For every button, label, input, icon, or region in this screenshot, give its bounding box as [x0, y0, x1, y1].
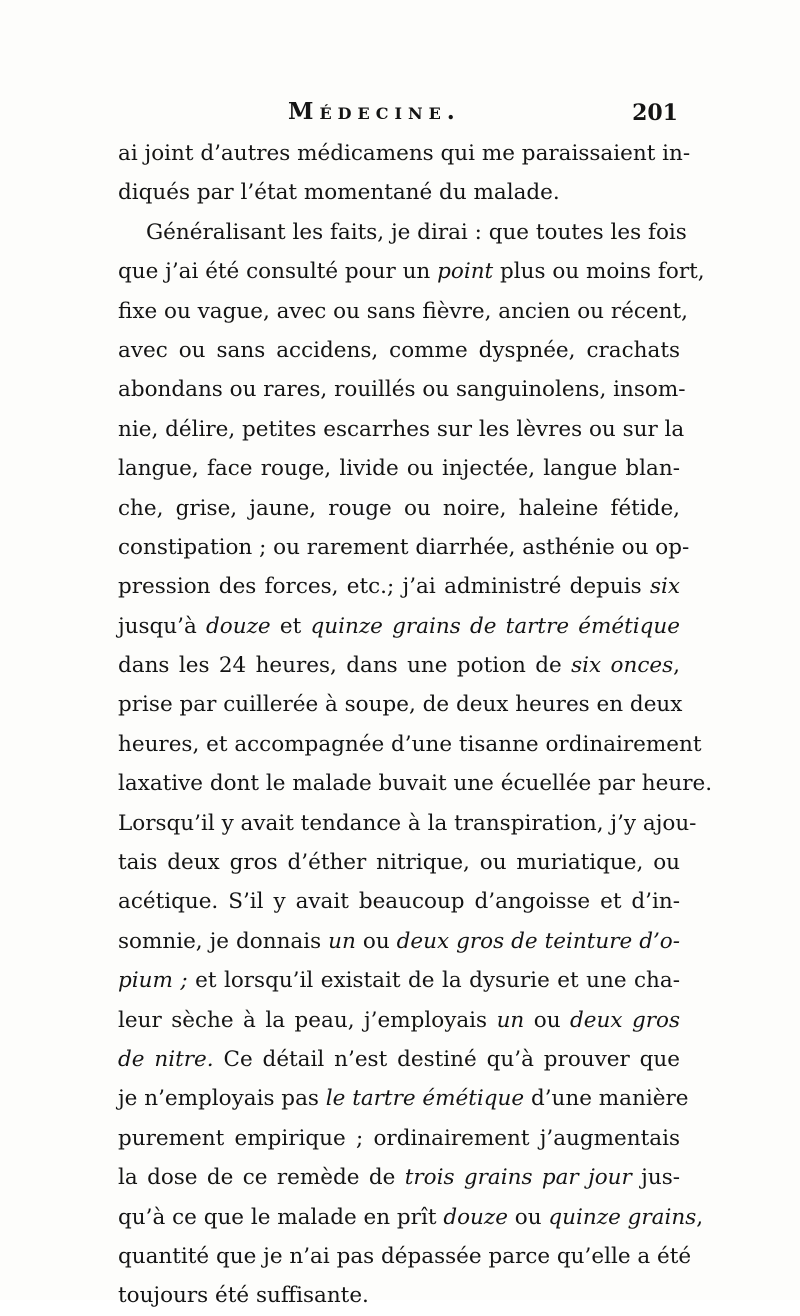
text-line [118, 764, 713, 803]
text-segment: jus- [631, 1165, 680, 1191]
text-segment: acétique. S’il y avait beaucoup d’angoisse et d’in- [118, 889, 680, 915]
italic-text: quinze grains de tartre émétique [310, 613, 680, 639]
text-segment: Lorsqu’il y avait tendance à la transpiration, j’y ajou- [118, 810, 697, 836]
text-line [118, 1276, 680, 1315]
italic-text: de nitre. [118, 1046, 214, 1072]
text-segment: leur sèche à la peau, j’employais [118, 1007, 497, 1033]
text-line [118, 882, 680, 921]
text-line [118, 646, 680, 685]
italic-text: douze [206, 613, 271, 639]
text-segment: heures, et accompagnée d’une tisanne ordinairement [118, 731, 702, 757]
text-segment: et lorsqu’il existait de la dysurie et une cha- [187, 968, 680, 994]
text-segment: ai joint d’autres médicamens qui me paraissaient in- [118, 141, 691, 166]
italic-text: pium ; [118, 968, 188, 994]
text-segment: laxative dont le malade buvait une écuellée par heure. [118, 771, 713, 797]
text-line [118, 922, 680, 961]
text-segment: plus ou moins fort, [493, 259, 705, 285]
italic-text: un [328, 928, 356, 954]
text-segment: , [696, 1204, 704, 1230]
text-segment: , [673, 653, 680, 679]
text-line [118, 489, 680, 528]
text-segment: Généralisant les faits, je dirai : que toutes les fois [146, 219, 687, 245]
text-segment: ou [524, 1007, 571, 1033]
text-line [118, 1158, 680, 1197]
text-line [118, 685, 683, 724]
text-line [118, 173, 680, 212]
text-segment: pression des forces, etc.; j’ai administré depuis [118, 574, 650, 600]
text-segment: la dose de ce remède de [118, 1165, 405, 1191]
text-line [118, 1079, 689, 1118]
text-segment: diqués par l’état momentané du malade. [118, 180, 560, 206]
text-line [118, 134, 691, 173]
text-segment: ou [507, 1204, 549, 1230]
text-segment: d’une manière [524, 1086, 689, 1112]
text-segment: ou [355, 928, 397, 954]
text-segment: prise par cuillerée à soupe, de deux heures en deux [118, 692, 683, 718]
running-head [118, 98, 680, 128]
italic-text: le tartre émétique [325, 1086, 525, 1112]
text-line [118, 449, 680, 488]
text-line [118, 410, 685, 449]
text-line [118, 528, 690, 567]
text-line [118, 1040, 680, 1079]
italic-text: point [437, 259, 494, 285]
text-segment: nie, délire, petites escarrhes sur les lèvres ou sur la [118, 416, 685, 442]
text-line [118, 331, 680, 370]
text-segment: avec ou sans accidens, comme dyspnée, crachats [118, 337, 680, 363]
text-line [118, 804, 697, 843]
text-segment: tais deux gros d’éther nitrique, ou muriatique, ou [118, 850, 680, 876]
body-text [118, 134, 713, 1316]
text-segment: que j’ai été consulté pour un [118, 259, 438, 285]
italic-text: trois grains par jour [404, 1165, 632, 1191]
italic-text: deux gros de teinture d’o- [396, 928, 681, 954]
text-line [118, 213, 687, 252]
text-line [118, 252, 705, 291]
text-segment: fixe ou vague, avec ou sans fièvre, ancien ou récent, [118, 298, 688, 324]
italic-text: un [496, 1007, 525, 1033]
text-segment: Ce détail n’est destiné qu’à prouver que [213, 1046, 680, 1072]
italic-text: quinze grains [548, 1204, 697, 1230]
text-line [118, 370, 686, 409]
text-segment: quantité que je n’ai pas dépassée parce qu’elle a été [118, 1243, 692, 1269]
text-line [118, 1237, 692, 1276]
text-segment: qu’à ce que le malade en prît [118, 1204, 444, 1230]
text-segment: jusqu’à [118, 613, 207, 639]
text-segment: constipation ; ou rarement diarrhée, asthénie ou op- [118, 534, 690, 560]
text-segment: toujours été suffisante. [118, 1283, 369, 1309]
text-segment: et [270, 613, 311, 639]
text-line [118, 961, 680, 1000]
text-segment: dans les 24 heures, dans une potion de [118, 653, 572, 679]
italic-text: six [649, 574, 680, 600]
text-line [118, 292, 688, 331]
text-segment: je n’employais pas [118, 1086, 326, 1112]
text-line [118, 725, 702, 764]
text-segment: langue, face rouge, livide ou injectée, langue blan- [118, 456, 680, 482]
text-segment: somnie, je donnais [118, 928, 329, 954]
text-line [118, 1119, 680, 1158]
text-line [118, 1001, 680, 1040]
text-segment: purement empirique ; ordinairement j’augmentais [118, 1125, 680, 1151]
text-line [118, 843, 680, 882]
text-segment: abondans ou rares, rouillés ou sanguinolens, insom- [118, 377, 686, 403]
text-line [118, 607, 680, 646]
text-line [118, 567, 680, 606]
running-title: Médecine. [288, 98, 461, 125]
text-segment: che, grise, jaune, rouge ou noire, haleine fétide, [118, 495, 680, 521]
text-line [118, 1198, 704, 1237]
italic-text: douze [443, 1204, 508, 1230]
page-number: 201 [632, 100, 678, 126]
italic-text: six onces [571, 653, 674, 679]
italic-text: deux gros [570, 1007, 680, 1033]
